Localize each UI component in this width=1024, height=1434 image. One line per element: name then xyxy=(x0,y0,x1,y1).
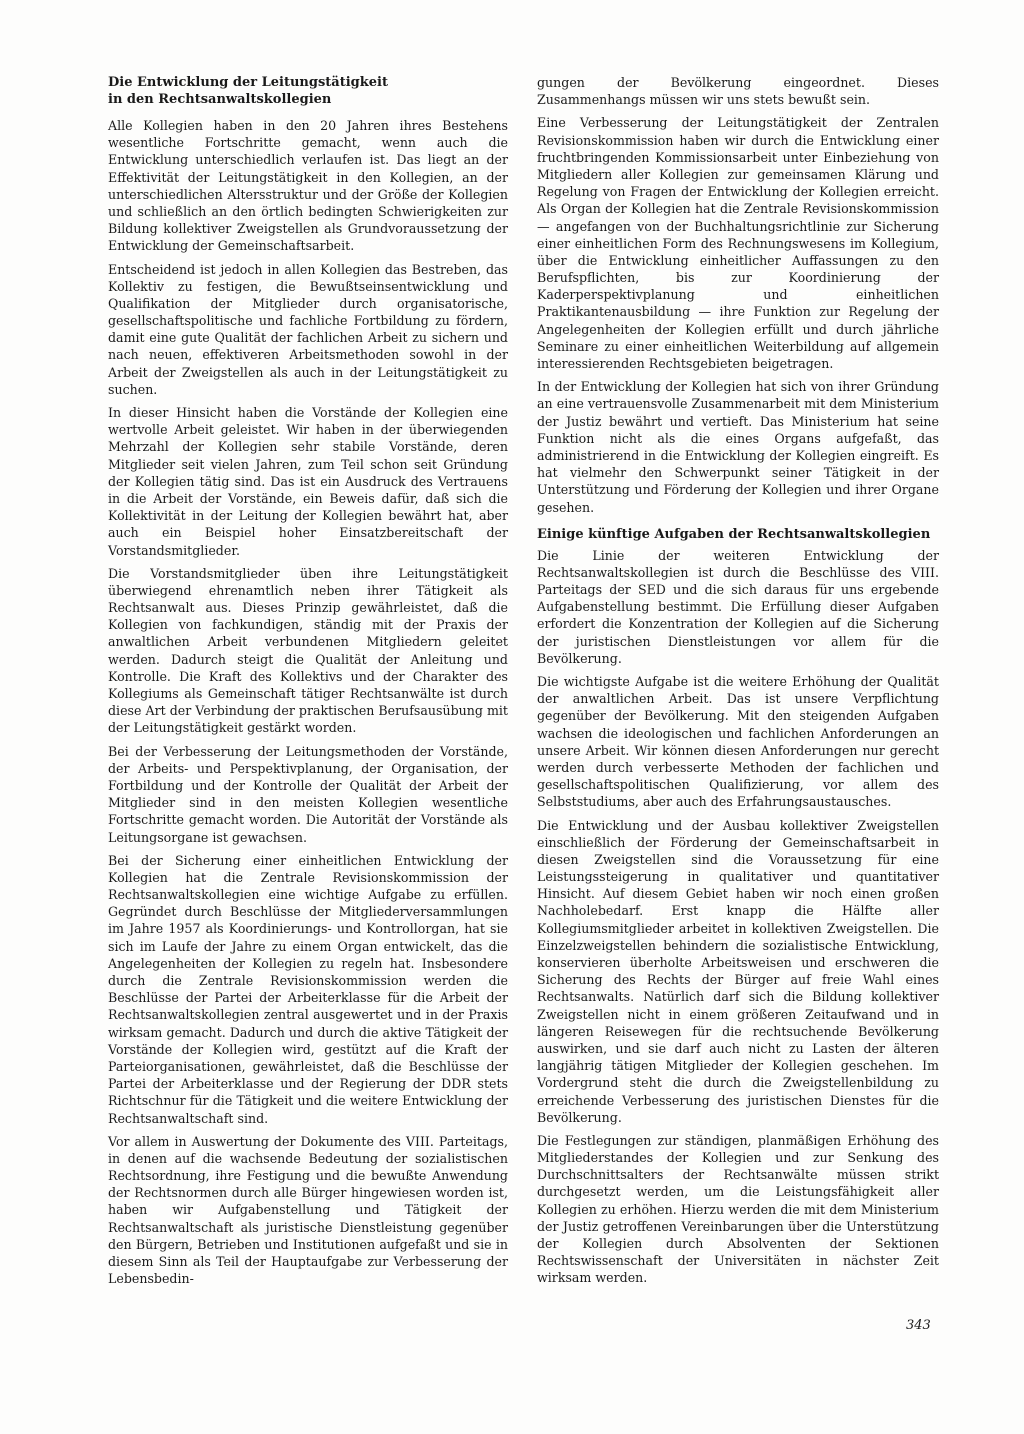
paragraph: Bei der Verbesserung der Leitungsmethoden der Vorstände, der Arbeits- und Perspektivplanung, der Organisation, der Fortbildung und der Kontrolle der Qualität der Arbeit der Mitglieder sind in den meisten Kollegien wesentliche Fortschritte gemacht worden. Die Autorität der Vorstände als Leitungsorgane ist gewachsen. xyxy=(108,743,508,845)
page-number: 343 xyxy=(906,1318,931,1333)
paragraph: Bei der Sicherung einer einheitlichen Entwicklung der Kollegien hat die Zentrale Revisionskommission der Rechtsanwaltskollegien eine wichtige Aufgabe zu erfüllen. Gegründet durch Beschlüsse der Mitgliederversammlungen im Jahre 1957 als Koordinierungs- und Kontrollorgan, hat sie sich im Laufe der Jahre zu einem Organ entwickelt, das die Angelegenheiten der Kollegien zu regeln hat. Insbesondere durch die Zentrale Revisionskommission werden die Beschlüsse der Partei der Arbeiterklasse für die Arbeit der Rechtsanwaltskollegien zentral ausgewertet und in der Praxis wirksam gemacht. Dadurch und durch die aktive Tätigkeit der Vorstände der Kollegien wird, gestützt auf die Kraft der Parteiorganisationen, gewährleistet, daß die Beschlüsse der Partei der Arbeiterklasse und der Regierung der DDR stets Richtschnur für die Tätigkeit und die weitere Entwicklung der Rechtsanwaltschaft sind. xyxy=(108,852,508,1126)
paragraph: Die Festlegungen zur ständigen, planmäßigen Erhöhung des Mitgliederstandes der Kollegien und zur Senkung des Durchschnittsalters der Rechtsanwälte müssen strikt durchgesetzt werden, um die Leistungsfähigkeit aller Kollegien zu erhöhen. Hierzu werden die mit dem Ministerium der Justiz getroffenen Vereinbarungen über die Unterstützung der Kollegien durch Absolventen der Sektionen Rechtswissenschaft der Universitäten in nächster Zeit wirksam werden. xyxy=(537,1132,939,1286)
section-heading xyxy=(108,74,508,108)
heading-line: Die Entwicklung der Leitungstätigkeit xyxy=(108,75,388,90)
paragraph: In der Entwicklung der Kollegien hat sich von ihrer Gründung an eine vertrauensvolle Zusammenarbeit mit dem Ministerium der Justiz bewährt und vertieft. Das Ministerium hat seine Funktion nicht als die eines Organs aufgefaßt, das administrierend in die Entwicklung der Kollegien eingreift. Es hat vielmehr den Schwerpunkt seiner Tätigkeit in der Unterstützung und Förderung der Kollegien und ihrer Organe gesehen. xyxy=(537,379,939,515)
paragraph: Vor allem in Auswertung der Dokumente des VIII. Parteitags, in denen auf die wachsende Bedeutung der sozialistischen Rechtsordnung, ihre Festigung und die bewußte Anwendung der Rechtsnormen durch alle Bürger hingewiesen worden ist, haben wir Aufgabenstellung und Tätigkeit der Rechtsanwaltschaft als juristische Dienstleistung gegenüber den Bürgern, Betrieben und Institutionen aufgefaßt und sie in diesem Sinn als Teil der Hauptaufgabe zur Verbesserung der Lebensbedin- xyxy=(108,1133,508,1287)
paragraph: Die Entwicklung und der Ausbau kollektiver Zweigstellen einschließlich der Förderung der Gemeinschaftsarbeit in diesen Zweigstellen sind die Voraussetzung für eine Leistungssteigerung in qualitativer und quantitativer Hinsicht. Auf diesem Gebiet haben wir noch einen großen Nachholebedarf. Erst knapp die Hälfte aller Kollegiumsmitglieder arbeitet in kollektiven Zweigstellen. Die Einzelzweigstellen behindern die sozialistische Entwicklung, konservieren überholte Arbeitsweisen und erschweren die Sicherung des Rechts der Bürger auf freie Wahl eines Rechtsanwalts. Natürlich darf sich die Bildung kollektiver Zweigstellen nicht in einem größeren Zeitaufwand und in längeren Reisewegen für die rechtsuchende Bevölkerung auswirken, und sie darf auch nicht zu Lasten der älteren langjährig tätigen Mitglieder der Kollegien geschehen. Im Vordergrund steht die durch die Zweigstellenbildung zu erreichende Verbesserung des juristischen Dienstes für die Bevölkerung. xyxy=(537,817,939,1125)
left-column xyxy=(108,74,508,1293)
right-column xyxy=(537,74,939,1293)
paragraph: Alle Kollegien haben in den 20 Jahren ihres Bestehens wesentliche Fortschritte gemacht, wenn auch die Entwicklung unterschiedlich verlaufen ist. Das liegt an der Effektivität der Leitungstätigkeit in den Kollegien, an der unterschiedlichen Altersstruktur und der Größe der Kollegien und schließlich an den örtlich bedingten Schwierigkeiten zur Bildung kollektiver Zweigstellen als Grundvoraussetzung der Entwicklung der Gemeinschaftsarbeit. xyxy=(108,118,508,254)
paragraph: Eine Verbesserung der Leitungstätigkeit der Zentralen Revisionskommission haben wir durch die Entwicklung einer fruchtbringenden Kommissionsarbeit unter Einbeziehung von Mitgliedern aller Kollegien zur gemeinsamen Klärung und Regelung von Fragen der Entwicklung der Kollegien erreicht. Als Organ der Kollegien hat die Zentrale Revisionskommission — angefangen von der Buchhaltungsrichtlinie zur Sicherung einer einheitlichen Form des Rechnungswesens im Kollegium, über die Entwicklung einheitlicher Auffassungen zu den Berufspflichten, bis zur Koordinierung der Kaderperspektivplanung und einheitlichen Praktikantenausbildung — ihre Funktion zur Regelung der Angelegenheiten der Kollegien erfüllt und durch jährliche Seminare zu einer einheitlichen Weiterbildung auf allgemein interessierenden Rechtsgebieten beigetragen. xyxy=(537,115,939,371)
section-heading: Einige künftige Aufgaben der Rechtsanwaltskollegien xyxy=(537,526,931,542)
paragraph: Die Vorstandsmitglieder üben ihre Leitungstätigkeit überwiegend ehrenamtlich neben ihrer Tätigkeit als Rechtsanwalt aus. Dieses Prinzip gewährleistet, daß die Kollegien von fachkundigen, ständig mit der Praxis der anwaltlichen Arbeit verbundenen Mitgliedern geleitet werden. Dadurch steigt die Qualität der Anleitung und Kontrolle. Die Kraft des Kollektivs und der Charakter des Kollegiums als Gemeinschaft tätiger Rechtsanwälte ist durch diese Art der Verbindung der praktischen Berufsausübung mit der Leitungstätigkeit gestärkt worden. xyxy=(108,565,508,736)
heading-line: in den Rechtsanwaltskollegien xyxy=(108,92,332,107)
paragraph: Die wichtigste Aufgabe ist die weitere Erhöhung der Qualität der anwaltlichen Arbeit. Das ist unsere Verpflichtung gegenüber der Bevölkerung. Mit den steigenden Aufgaben wachsen die ideologischen und fachlichen Anforderungen an unsere Arbeit. Wir können diesen Anforderungen nur gerecht werden durch verbesserte Methoden der fachlichen und gesellschaftspolitischen Qualifizierung, vor allem des Selbststudiums, aber auch des Erfahrungsaustausches. xyxy=(537,674,939,810)
paragraph: Entscheidend ist jedoch in allen Kollegien das Bestreben, das Kollektiv zu festigen, die Bewußtseinsentwicklung und Qualifikation der Mitglieder durch organisatorische, gesellschaftspolitische und fachliche Fortbildung zu fördern, damit eine gute Qualität der fachlichen Arbeit zu sichern und nach neuen, effektiveren Arbeitsmethoden sowohl in der Arbeit der Zweigstellen als auch in der Leitungstätigkeit zu suchen. xyxy=(108,261,508,397)
paragraph: Die Linie der weiteren Entwicklung der Rechtsanwaltskollegien ist durch die Beschlüsse des VIII. Parteitags der SED und die sich daraus für uns ergebende Aufgabenstellung bestimmt. Die Erfüllung dieser Aufgaben erfordert die Konzentration der Kollegien auf die Sicherung der juristischen Dienstleistungen vor allem für die Bevölkerung. xyxy=(537,547,939,666)
paragraph: In dieser Hinsicht haben die Vorstände der Kollegien eine wertvolle Arbeit geleistet. Wir haben in der überwiegenden Mehrzahl der Kollegien sehr stabile Vorstände, deren Mitglieder seit vielen Jahren, zum Teil schon seit Gründung der Kollegien tätig sind. Das ist ein Ausdruck des Vertrauens in die Arbeit der Vorstände, ein Beweis dafür, daß sich die Kollektivität in der Leitung der Kollegien bewährt hat, aber auch ein Beispiel hoher Einsatzbereitschaft der Vorstandsmitglieder. xyxy=(108,405,508,558)
paragraph-continuation: gungen der Bevölkerung eingeordnet. Dieses Zusammenhangs müssen wir uns stets bewußt sein. xyxy=(537,75,939,108)
